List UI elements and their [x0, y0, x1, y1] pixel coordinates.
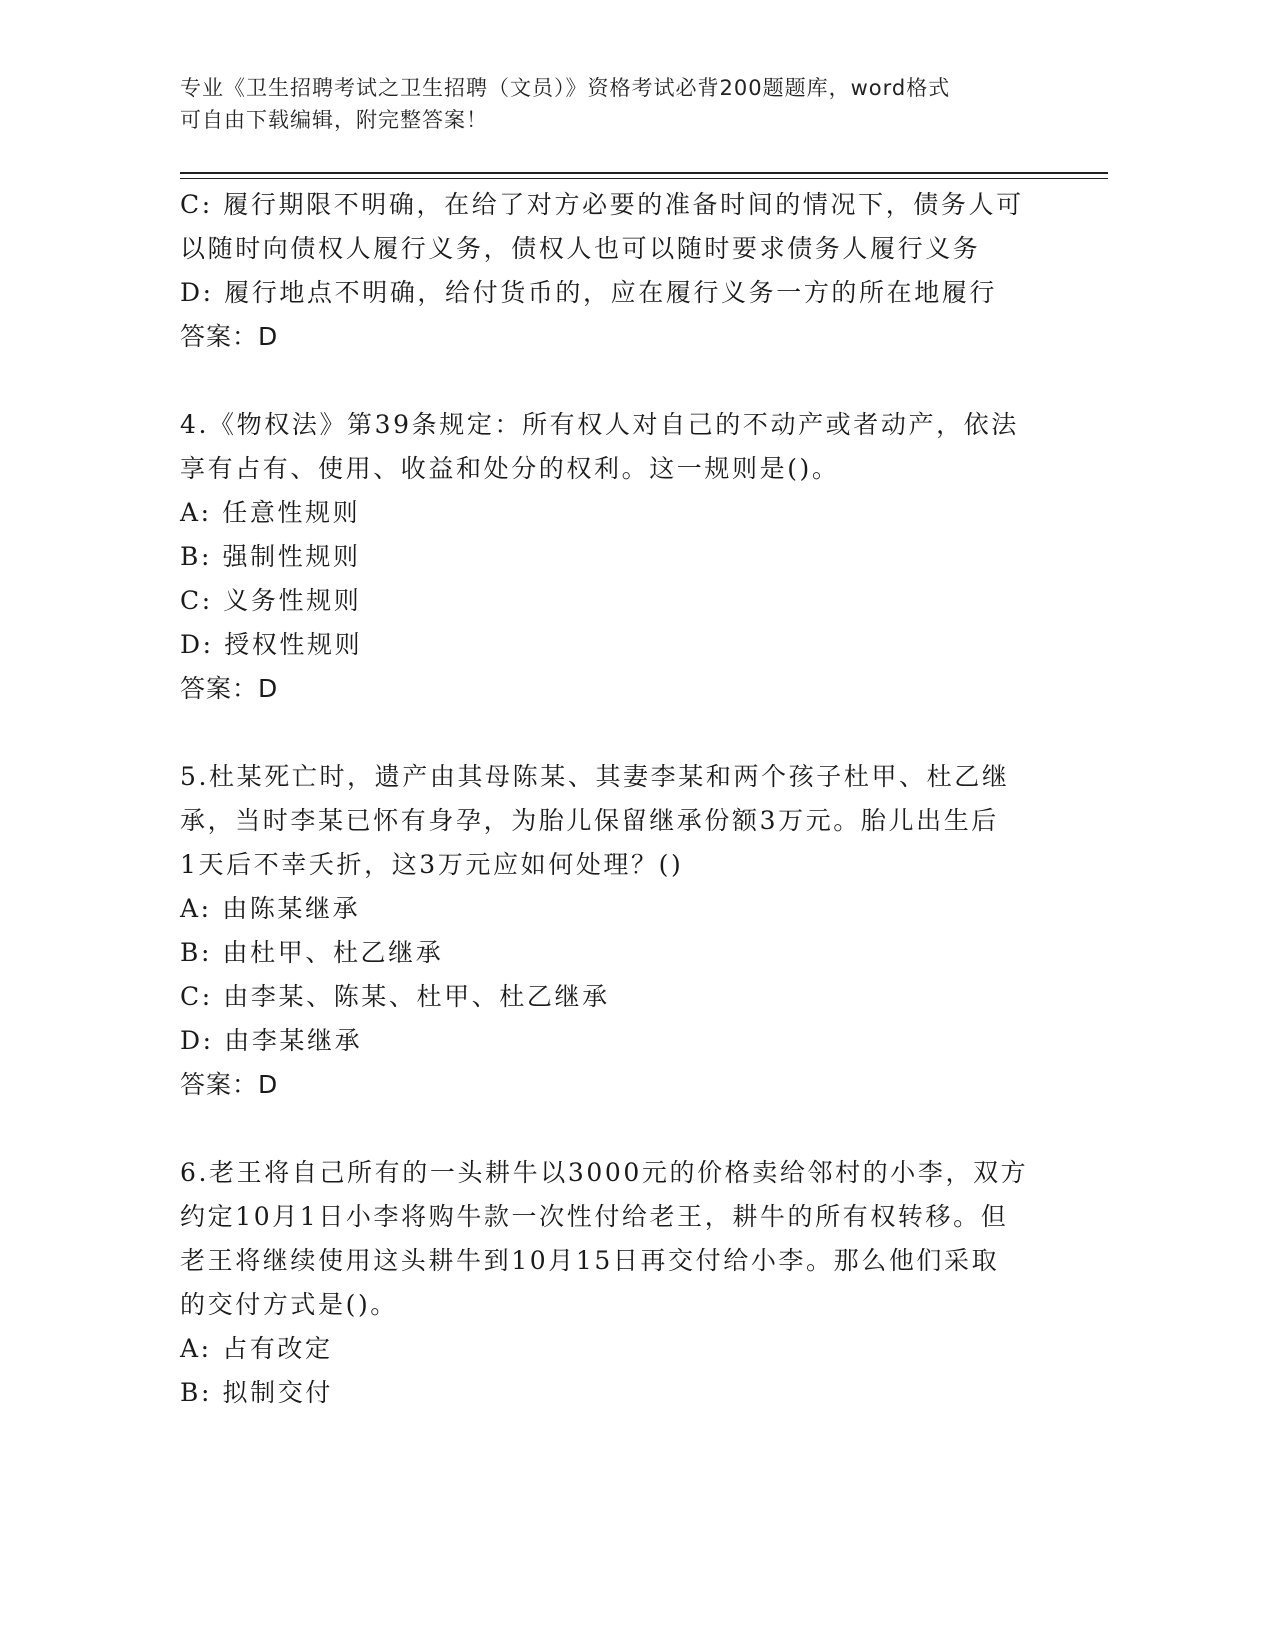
option-b: B: 拟制交付	[180, 1378, 333, 1407]
spacer	[180, 711, 1060, 755]
question-6	[180, 1151, 1060, 1415]
answer-line: 答案：D	[180, 674, 279, 703]
question-stem-line-4: 的交付方式是()。	[180, 1290, 398, 1319]
document-header	[180, 72, 1060, 136]
answer-line: 答案：D	[180, 322, 279, 351]
question-stem-line-2: 承，当时李某已怀有身孕，为胎儿保留继承份额3万元。胎儿出生后	[180, 806, 999, 835]
question-stem-line-1: 6.老王将自己所有的一头耕牛以3000元的价格卖给邻村的小李，双方	[180, 1158, 1029, 1187]
question-stem-line-1: 5.杜某死亡时，遗产由其母陈某、其妻李某和两个孩子杜甲、杜乙继	[180, 762, 1010, 791]
option-d: D: 由李某继承	[180, 1026, 363, 1055]
question-stem-line-3: 1天后不幸夭折，这3万元应如何处理？()	[180, 850, 684, 879]
option-c-line-1: C: 履行期限不明确，在给了对方必要的准备时间的情况下，债务人可	[180, 190, 1024, 219]
answer-line: 答案：D	[180, 1070, 279, 1099]
option-b: B: 强制性规则	[180, 542, 361, 571]
header-title-line-1: 专业《卫生招聘考试之卫生招聘（文员）》资格考试必背200题题库，word格式	[180, 76, 951, 100]
question-stem-line-2: 约定10月1日小李将购牛款一次性付给老王，耕牛的所有权转移。但	[180, 1202, 1009, 1231]
question-content	[180, 183, 1060, 1415]
question-4	[180, 403, 1060, 711]
question-stem-line-2: 享有占有、使用、收益和处分的权利。这一规则是()。	[180, 454, 840, 483]
option-b: B: 由杜甲、杜乙继承	[180, 938, 444, 967]
option-c: C: 义务性规则	[180, 586, 362, 615]
spacer	[180, 359, 1060, 403]
header-divider-thick	[180, 172, 1108, 174]
option-c: C: 由李某、陈某、杜甲、杜乙继承	[180, 982, 610, 1011]
question-3-continued	[180, 183, 1060, 359]
question-stem-line-1: 4.《物权法》第39条规定：所有权人对自己的不动产或者动产，依法	[180, 410, 1019, 439]
option-d: D: 履行地点不明确，给付货币的，应在履行义务一方的所在地履行	[180, 278, 998, 307]
option-c-line-2: 以随时向债权人履行义务，债权人也可以随时要求债务人履行义务	[180, 234, 981, 263]
option-a: A: 由陈某继承	[180, 894, 361, 923]
header-title-line-2: 可自由下载编辑，附完整答案！	[180, 108, 488, 132]
spacer	[180, 1107, 1060, 1151]
question-stem-line-3: 老王将继续使用这头耕牛到10月15日再交付给小李。那么他们采取	[180, 1246, 1000, 1275]
option-d: D: 授权性规则	[180, 630, 363, 659]
option-a: A: 任意性规则	[180, 498, 361, 527]
header-divider-thin	[180, 178, 1108, 179]
question-5	[180, 755, 1060, 1107]
option-a: A: 占有改定	[180, 1334, 333, 1363]
